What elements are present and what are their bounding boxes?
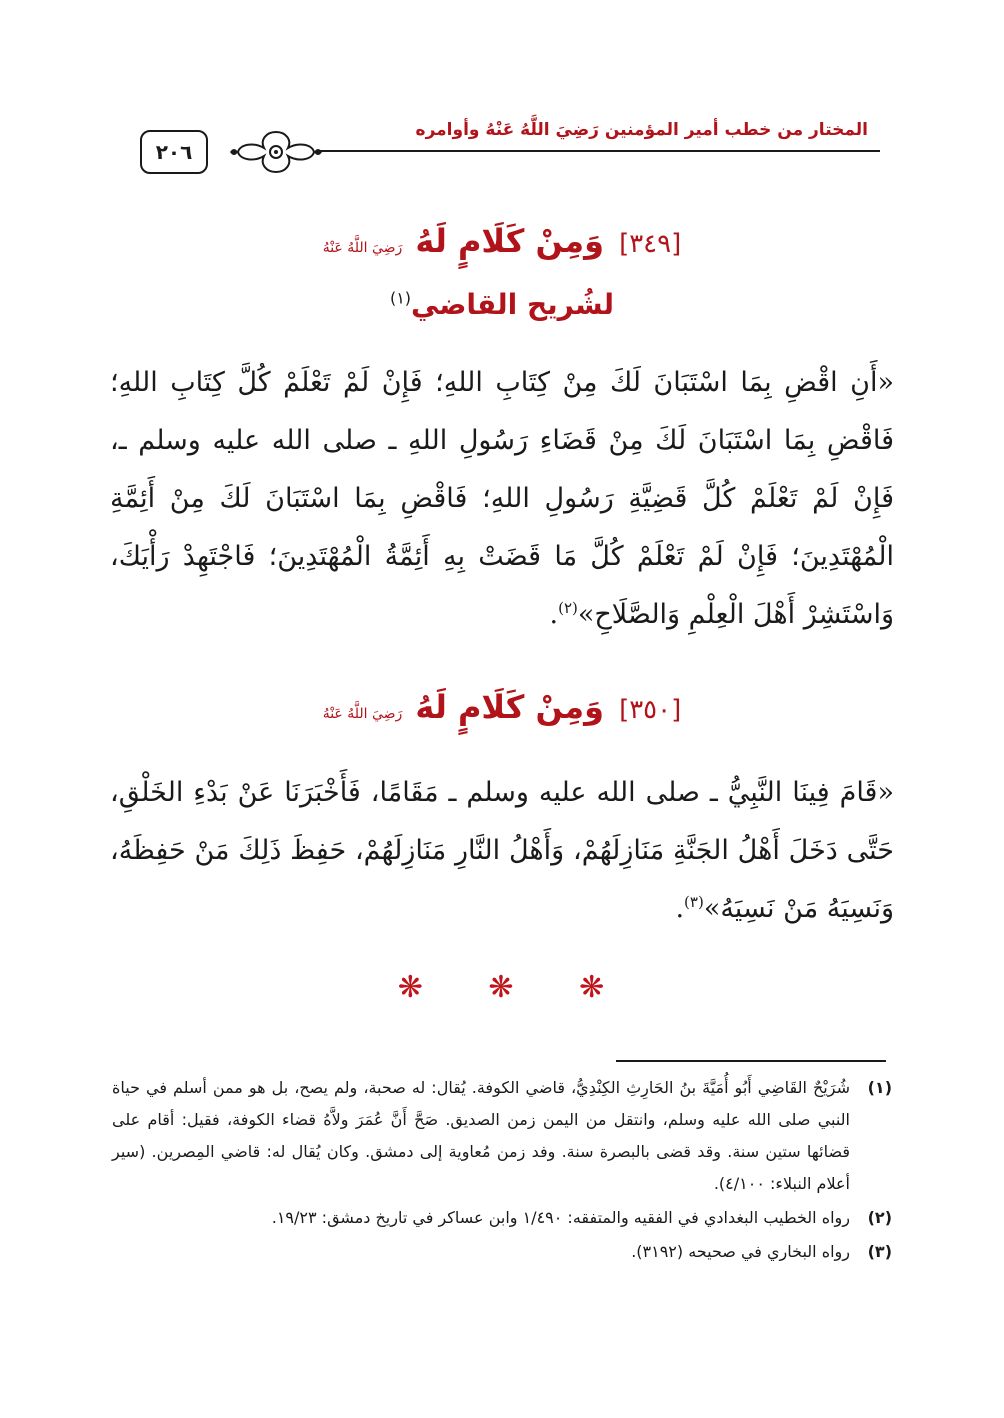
section-title: وَمِنْ كَلَامٍ لَهُ [415, 222, 604, 260]
honorific: رَضِيَ اللَّهُ عَنْهُ [322, 240, 403, 256]
section-heading-349 [0, 222, 1004, 260]
star-icon: ❋ [397, 970, 425, 1005]
footnote-ref: (٣) [684, 893, 704, 911]
section-number: [٣٤٩] [619, 229, 682, 259]
quote-text: «قَامَ فِينَا النَّبِيُّ ـ صلى الله عليه وسلم ـ مَقَامًا، فَأَخْبَرَنَا عَنْ بَدْءِ الخَلْقِ، حَتَّى دَخَلَ أَهْلُ الجَنَّةِ مَنَازِلَهُمْ، وَأَهْلُ النَّارِ مَنَازِلَهُمْ، حَفِظَ ذَلِكَ مَنْ حَفِظَهُ، وَنَسِيَهُ مَنْ نَسِيَهُ» [110, 777, 894, 924]
section-number: [٣٥٠] [619, 695, 682, 725]
section-text-350 [110, 764, 894, 938]
subheading-text: لشُريح القاضي [411, 288, 615, 321]
section-text-349 [110, 354, 894, 644]
footnote-mark: (٣) [867, 1242, 892, 1261]
footnote-rule [616, 1060, 886, 1062]
page-header [140, 118, 880, 188]
section-subheading [0, 288, 1004, 321]
footnote-mark: (١) [867, 1078, 892, 1097]
star-icon: ❋ [579, 970, 607, 1005]
section-heading-350 [0, 688, 1004, 726]
footnote-ref: (١) [389, 288, 412, 308]
footnotes [112, 1072, 892, 1270]
star-icon: ❋ [488, 970, 516, 1005]
honorific: رَضِيَ اللَّهُ عَنْهُ [322, 706, 403, 722]
separator [0, 970, 1004, 1005]
running-title: المختار من خطب أمير المؤمنين رَضِيَ اللَّهُ عَنْهُ وأوامره [415, 120, 868, 140]
footnote-2 [112, 1202, 892, 1234]
footnote-mark: (٢) [867, 1208, 892, 1227]
ornament-icon [226, 126, 326, 178]
header-rule [320, 150, 880, 152]
sentence-end: . [549, 599, 559, 630]
footnote-text: شُرَيْحٌ القَاضِي أَبُو أُمَيَّةَ بنُ الحَارِثِ الكِنْدِيُّ، قاضي الكوفة. يُقال: له صحبة، ولم يصح، بل هو ممن أسلم في حياة النبي صلى الله عليه وسلم، وانتقل من اليمن زمن الصديق. صَحَّ أَنَّ عُمَرَ ولاَّهُ قضاء الكوفة، فقيل: أقام على قضائها ستين سنة. وقد قضى بالبصرة سنة. وفد زمن مُعاوية إلى دمشق. وكان يُقال له: قاضي المِصرين. (سير أعلام النبلاء: ٤/١٠٠). [112, 1078, 850, 1193]
sentence-end: . [675, 893, 685, 924]
footnote-3 [112, 1236, 892, 1268]
page-number: ٢٠٦ [140, 130, 208, 174]
footnote-text: رواه الخطيب البغدادي في الفقيه والمتفقه: ١/٤٩٠ وابن عساكر في تاريخ دمشق: ١٩/٢٣. [271, 1208, 850, 1227]
footnote-text: رواه البخاري في صحيحه (٣١٩٢). [631, 1242, 850, 1261]
quote-text: «أَنِ اقْضِ بِمَا اسْتَبَانَ لَكَ مِنْ كِتَابِ اللهِ؛ فَإِنْ لَمْ تَعْلَمْ كُلَّ كِتَابِ اللهِ؛ فَاقْضِ بِمَا اسْتَبَانَ لَكَ مِنْ قَضَاءِ رَسُولِ اللهِ ـ صلى الله عليه وسلم ـ، فَإِنْ لَمْ تَعْلَمْ كُلَّ قَضِيَّةِ رَسُولِ اللهِ؛ فَاقْضِ بِمَا اسْتَبَانَ لَكَ مِنْ أَئِمَّةِ الْمُهْتَدِينَ؛ فَإِنْ لَمْ تَعْلَمْ كُلَّ مَا قَضَتْ بِهِ أَئِمَّةُ الْمُهْتَدِينَ؛ فَاجْتَهِدْ رَأْيَكَ، وَاسْتَشِرْ أَهْلَ الْعِلْمِ وَالصَّلَاحِ» [110, 367, 894, 630]
footnote-1 [112, 1072, 892, 1200]
footnote-ref: (٢) [558, 599, 578, 617]
section-title: وَمِنْ كَلَامٍ لَهُ [415, 688, 604, 726]
